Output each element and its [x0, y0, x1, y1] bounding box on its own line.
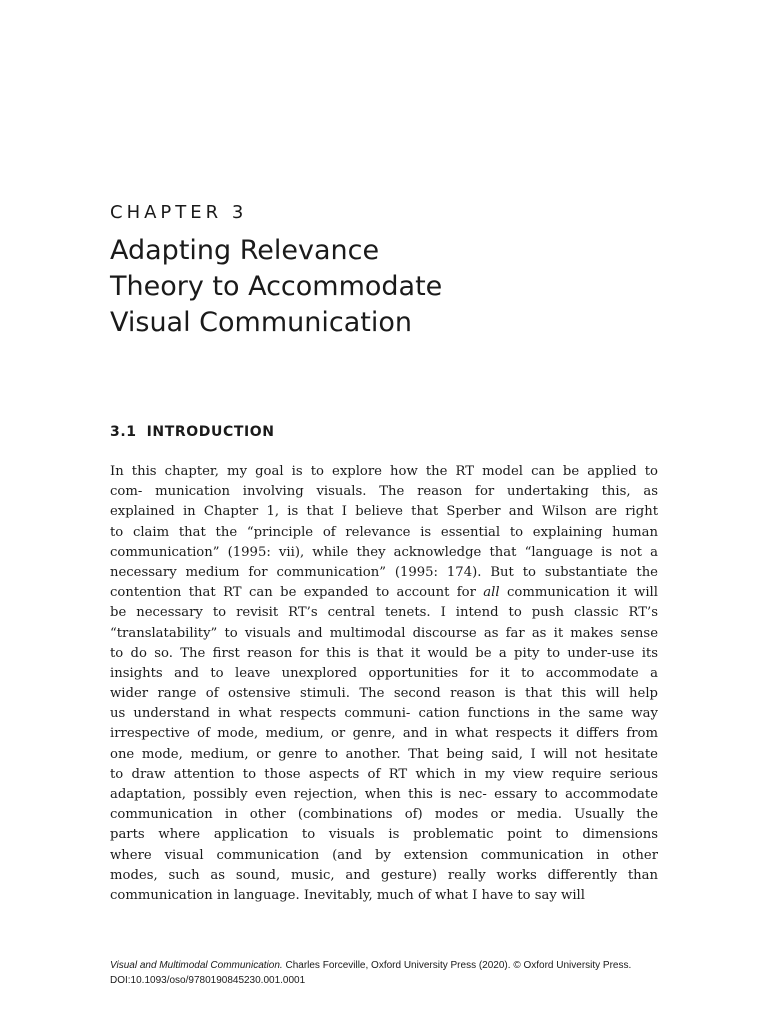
chapter-label: CHAPTER 3 [110, 202, 248, 223]
body-line: insights and to leave unexplored opportunities for it to accommodate a [110, 665, 658, 681]
body-line: where visual communication (and by extension communication in other [110, 847, 658, 863]
footer-citation-line [110, 958, 670, 973]
chapter-title-line: Adapting Relevance [110, 235, 380, 266]
body-line: “translatability” to visuals and multimodal discourse as far as it makes sense [110, 625, 658, 641]
chapter-title-line: Theory to Accommodate [110, 271, 443, 302]
body-line: modes, such as sound, music, and gesture) really works differently than [110, 867, 658, 883]
body-line: be necessary to revisit RT’s central tenets. I intend to push classic RT’s [110, 605, 658, 621]
body-line: contention that RT can be expanded to account for all communication it will [110, 585, 658, 601]
body-line: explained in Chapter 1, is that I believe that Sperber and Wilson are right [110, 504, 658, 520]
body-line: to claim that the “principle of relevance is essential to explaining human [110, 524, 658, 540]
body-line: wider range of ostensive stimuli. The second reason is that this will help [110, 686, 658, 702]
body-line: In this chapter, my goal is to explore how the RT model can be applied to [110, 464, 658, 479]
section-heading [110, 424, 275, 440]
body-line: communication in other (combinations of) modes or media. Usually the [110, 807, 658, 823]
footer-citation: Charles Forceville, Oxford University Press (2020). © Oxford University Press. [285, 960, 632, 971]
page-footer [110, 958, 670, 988]
body-line: necessary medium for communication” (1995: 174). But to substantiate the [110, 564, 658, 580]
body-line: communication” (1995: vii), while they acknowledge that “language is not a [110, 544, 658, 560]
section-number: 3.1 [110, 424, 137, 440]
body-paragraph [110, 462, 658, 906]
body-line: to do so. The first reason for this is that it would be a pity to under-use its [110, 645, 658, 661]
footer-book-title: Visual and Multimodal Communication. [110, 960, 283, 971]
footer-doi: DOI:10.1093/oso/9780190845230.001.0001 [110, 975, 306, 986]
body-line: com- munication involving visuals. The reason for undertaking this, as [110, 484, 658, 500]
body-line: adaptation, possibly even rejection, when this is nec- essary to accommodate [110, 787, 658, 802]
body-line: communication in language. Inevitably, much of what I have to say will [110, 887, 585, 903]
body-line: to draw attention to those aspects of RT which in my view require serious [110, 766, 658, 782]
section-title: INTRODUCTION [146, 424, 275, 440]
body-line: us understand in what respects communi- cation functions in the same way [110, 706, 658, 722]
emphasis: all [483, 585, 500, 601]
chapter-title-line: Visual Communication [110, 307, 412, 338]
body-line: irrespective of mode, medium, or genre, and in what respects it differs from [110, 726, 658, 742]
body-line: parts where application to visuals is problematic point to dimensions [110, 827, 658, 843]
chapter-title [110, 233, 670, 341]
body-line: one mode, medium, or genre to another. That being said, I will not hesitate [110, 746, 658, 762]
